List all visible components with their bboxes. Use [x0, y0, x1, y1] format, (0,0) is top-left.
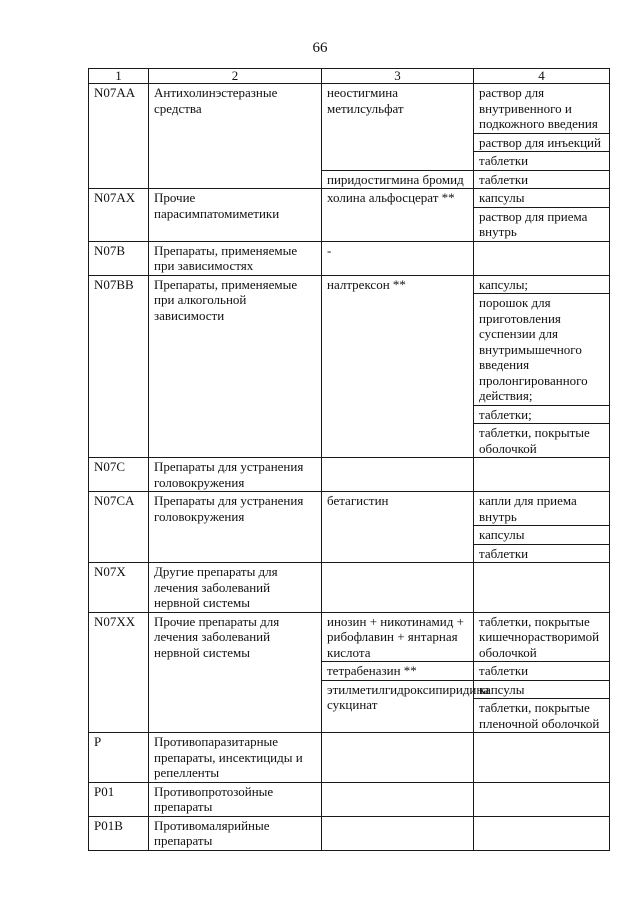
- column-header: 4: [474, 69, 610, 84]
- atc-group-cell: Противомалярийные препараты: [149, 816, 322, 850]
- atc-group-cell: Препараты для устранения головокружения: [149, 458, 322, 492]
- atc-group-cell: Препараты для устранения головокружения: [149, 492, 322, 563]
- table-row: [89, 458, 610, 492]
- dosage-form-cell: [474, 458, 610, 492]
- dosage-form-cell: [474, 241, 610, 275]
- drug-name-cell: пиридостигмина бромид: [322, 170, 474, 189]
- dosage-form-cell: [474, 733, 610, 783]
- dosage-form-cell: капсулы: [474, 680, 610, 699]
- atc-group-cell: Противопаразитарные препараты, инсектициды и репелленты: [149, 733, 322, 783]
- drug-name-cell: тетрабеназин **: [322, 662, 474, 681]
- table-row: [89, 241, 610, 275]
- dosage-form-cell: таблетки, покрытые кишечнорастворимой оболочкой: [474, 612, 610, 662]
- dosage-form-cell: таблетки: [474, 152, 610, 171]
- dosage-form-cell: [474, 563, 610, 613]
- atc-group-cell: Прочие парасимпатомиметики: [149, 189, 322, 242]
- table-row: [89, 612, 610, 662]
- dosage-form-cell: таблетки, покрытые пленочной оболочкой: [474, 699, 610, 733]
- atc-code-cell: P: [89, 733, 149, 783]
- dosage-form-cell: таблетки, покрытые оболочкой: [474, 424, 610, 458]
- table-row: [89, 782, 610, 816]
- drug-name-cell: этилметилгидроксипиридина сукцинат: [322, 680, 474, 733]
- atc-group-cell: Антихолинэстеразные средства: [149, 84, 322, 189]
- drug-name-cell: [322, 782, 474, 816]
- table-row: [89, 84, 610, 134]
- column-header: 1: [89, 69, 149, 84]
- atc-group-cell: Препараты, применяемые при зависимостях: [149, 241, 322, 275]
- dosage-form-cell: раствор для инъекций: [474, 133, 610, 152]
- column-header: 2: [149, 69, 322, 84]
- drug-name-cell: неостигмина метилсульфат: [322, 84, 474, 171]
- drug-name-cell: налтрексон **: [322, 275, 474, 458]
- dosage-form-cell: таблетки: [474, 170, 610, 189]
- dosage-form-cell: таблетки: [474, 662, 610, 681]
- atc-code-cell: N07AX: [89, 189, 149, 242]
- table-row: [89, 275, 610, 294]
- drug-name-cell: [322, 458, 474, 492]
- table-row: [89, 563, 610, 613]
- dosage-form-cell: раствор для приема внутрь: [474, 207, 610, 241]
- drug-name-cell: холина альфосцерат **: [322, 189, 474, 242]
- atc-code-cell: P01: [89, 782, 149, 816]
- atc-code-cell: N07B: [89, 241, 149, 275]
- atc-code-cell: N07BB: [89, 275, 149, 458]
- column-header: 3: [322, 69, 474, 84]
- table-row: [89, 816, 610, 850]
- table-row: [89, 733, 610, 783]
- drug-name-cell: [322, 563, 474, 613]
- table-row: [89, 492, 610, 526]
- table-body: [89, 84, 610, 851]
- atc-code-cell: N07X: [89, 563, 149, 613]
- dosage-form-cell: капли для приема внутрь: [474, 492, 610, 526]
- atc-group-cell: Препараты, применяемые при алкогольной зависимости: [149, 275, 322, 458]
- page-number: 66: [312, 40, 328, 56]
- drug-name-cell: [322, 733, 474, 783]
- atc-code-cell: P01B: [89, 816, 149, 850]
- dosage-form-cell: капсулы: [474, 189, 610, 208]
- atc-group-cell: Другие препараты для лечения заболеваний нервной системы: [149, 563, 322, 613]
- atc-code-cell: N07AA: [89, 84, 149, 189]
- table-row: [89, 189, 610, 208]
- header-row: [89, 69, 610, 84]
- dosage-form-cell: таблетки;: [474, 405, 610, 424]
- drug-table: [88, 68, 610, 851]
- dosage-form-cell: [474, 816, 610, 850]
- drug-name-cell: [322, 816, 474, 850]
- dosage-form-cell: капсулы;: [474, 275, 610, 294]
- drug-name-cell: инозин + никотинамид + рибофлавин + янтарная кислота: [322, 612, 474, 662]
- atc-code-cell: N07XX: [89, 612, 149, 733]
- drug-name-cell: -: [322, 241, 474, 275]
- dosage-form-cell: раствор для внутривенного и подкожного введения: [474, 84, 610, 134]
- dosage-form-cell: таблетки: [474, 544, 610, 563]
- atc-group-cell: Прочие препараты для лечения заболеваний нервной системы: [149, 612, 322, 733]
- atc-group-cell: Противопротозойные препараты: [149, 782, 322, 816]
- dosage-form-cell: [474, 782, 610, 816]
- drug-name-cell: бетагистин: [322, 492, 474, 563]
- atc-code-cell: N07CA: [89, 492, 149, 563]
- dosage-form-cell: капсулы: [474, 526, 610, 545]
- dosage-form-cell: порошок для приготовления суспензии для внутримышечного введения пролонгированного действия;: [474, 294, 610, 406]
- atc-code-cell: N07C: [89, 458, 149, 492]
